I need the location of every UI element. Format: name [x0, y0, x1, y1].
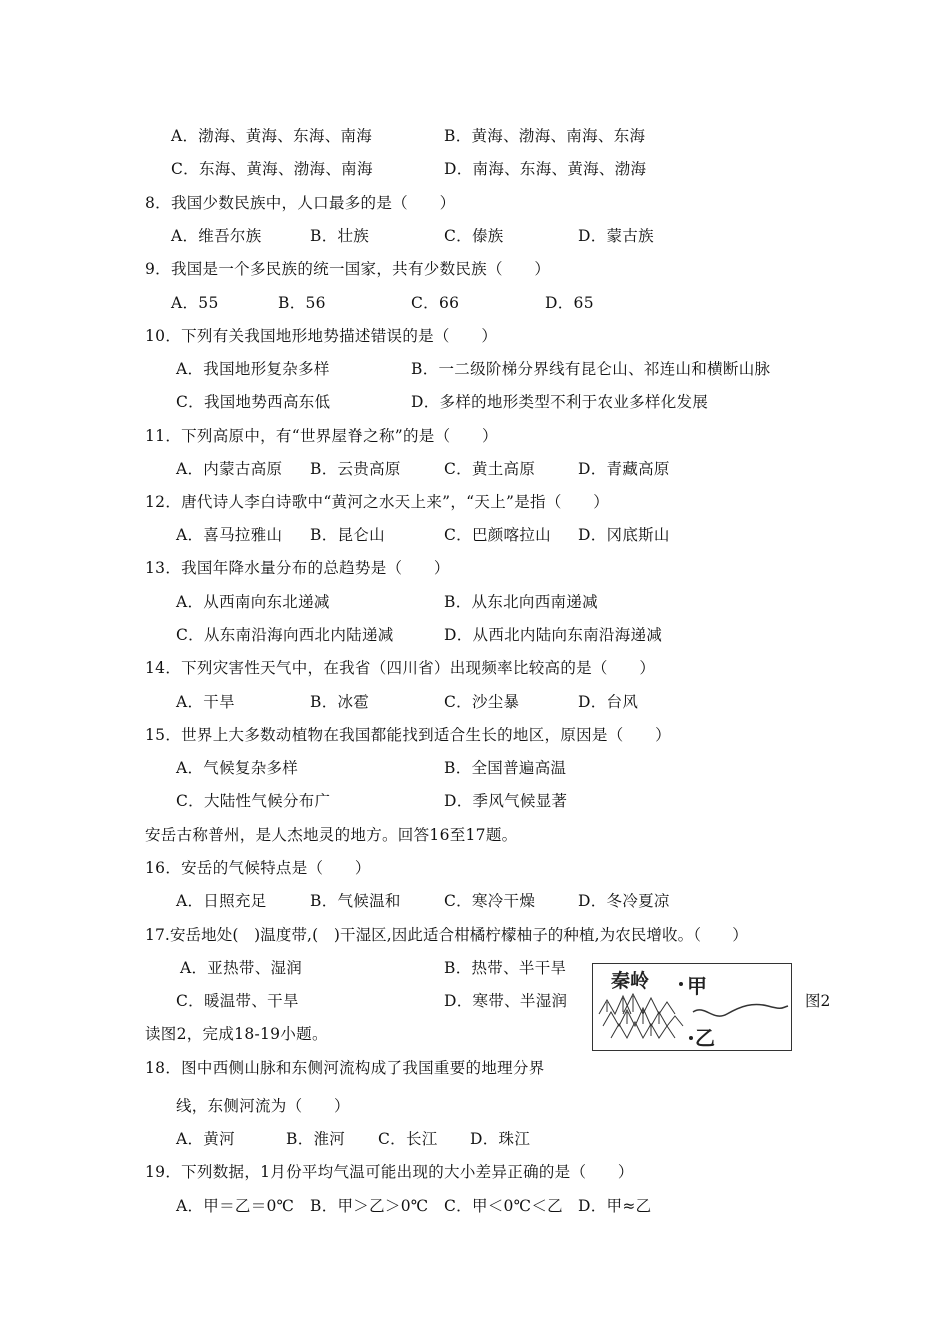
q10-option-d: D．多样的地形类型不利于农业多样化发展 [411, 393, 709, 411]
q7-option-d: D．南海、东海、黄海、渤海 [444, 160, 647, 178]
q19-stem: 19．下列数据，1月份平均气温可能出现的大小差异正确的是（ ） [145, 1163, 634, 1181]
q9-stem: 9．我国是一个多民族的统一国家，共有少数民族（ ） [145, 260, 551, 278]
q19-option-c: C．甲＜0℃＜乙 [444, 1197, 563, 1215]
q13-option-b: B．从东北向西南递减 [444, 593, 598, 611]
mountain-label: 秦岭 [611, 970, 650, 992]
figure-2-caption: 图2 [805, 992, 831, 1010]
q12-option-d: D．冈底斯山 [578, 526, 670, 544]
q11-option-c: C．黄土高原 [444, 460, 536, 478]
q12-option-b: B．昆仑山 [310, 526, 385, 544]
q19-option-a: A．甲＝乙＝0℃ [176, 1197, 295, 1215]
point-a-dot [679, 982, 683, 986]
q18-option-a: A．黄河 [176, 1130, 235, 1148]
q15-option-d: D．季风气候显著 [444, 792, 568, 810]
q13-stem: 13．我国年降水量分布的总趋势是（ ） [145, 559, 450, 577]
figure-2-map [592, 963, 792, 1051]
intro-18-19: 读图2，完成18-19小题。 [145, 1025, 328, 1043]
point-b-dot [689, 1036, 693, 1040]
q7-option-c: C．东海、黄海、渤海、南海 [171, 160, 373, 178]
intro-16-17: 安岳古称普州，是人杰地灵的地方。回答16至17题。 [145, 826, 518, 844]
q10-option-c: C．我国地势西高东低 [176, 393, 331, 411]
q15-stem: 15．世界上大多数动植物在我国都能找到适合生长的地区，原因是（ ） [145, 726, 671, 744]
q8-stem: 8．我国少数民族中，人口最多的是（ ） [145, 194, 456, 212]
q19-option-d: D．甲≈乙 [578, 1197, 652, 1215]
q11-option-a: A．内蒙古高原 [176, 460, 283, 478]
q15-option-b: B．全国普遍高温 [444, 759, 567, 777]
q10-stem: 10．下列有关我国地形地势描述错误的是（ ） [145, 327, 498, 345]
q11-stem: 11．下列高原中，有“世界屋脊之称”的是（ ） [145, 427, 498, 445]
q8-option-d: D．蒙古族 [578, 227, 654, 245]
q8-option-c: C．傣族 [444, 227, 504, 245]
q17-option-b: B．热带、半干旱 [444, 959, 567, 977]
q11-option-d: D．青藏高原 [578, 460, 670, 478]
q16-option-c: C．寒冷干燥 [444, 892, 536, 910]
q7-option-b: B．黄海、渤海、南海、东海 [444, 127, 646, 145]
q18-stem-line1: 18．图中西侧山脉和东侧河流构成了我国重要的地理分界 [145, 1059, 545, 1077]
q15-option-c: C．大陆性气候分布广 [176, 792, 331, 810]
q16-option-b: B．气候温和 [310, 892, 401, 910]
q9-option-a: A．55 [171, 294, 219, 312]
q13-option-a: A．从西南向东北递减 [176, 593, 330, 611]
q17-option-c: C．暖温带、干旱 [176, 992, 299, 1010]
q9-option-b: B．56 [278, 294, 326, 312]
point-a-label: 甲 [687, 974, 707, 998]
q18-stem-line2: 线，东侧河流为（ ） [176, 1097, 350, 1115]
q18-option-d: D．珠江 [470, 1130, 531, 1148]
q8-option-a: A．维吾尔族 [171, 227, 262, 245]
q11-option-b: B．云贵高原 [310, 460, 401, 478]
q18-option-c: C．长江 [378, 1130, 438, 1148]
q14-option-b: B．冰雹 [310, 693, 370, 711]
q17-stem: 17.安岳地处( )温度带,( )干湿区,因此适合柑橘柠檬柚子的种植,为农民增收。（ ） [145, 926, 748, 944]
q15-option-a: A．气候复杂多样 [176, 759, 299, 777]
q14-option-a: A．干旱 [176, 693, 235, 711]
q13-option-d: D．从西北内陆向东南沿海递减 [444, 626, 663, 644]
q12-stem: 12．唐代诗人李白诗歌中“黄河之水天上来”，“天上”是指（ ） [145, 493, 610, 511]
q9-option-d: D．65 [545, 294, 594, 312]
q14-stem: 14．下列灾害性天气中，在我省（四川省）出现频率比较高的是（ ） [145, 659, 656, 677]
q18-option-b: B．淮河 [286, 1130, 346, 1148]
q16-option-d: D．冬冷夏凉 [578, 892, 670, 910]
q16-option-a: A．日照充足 [176, 892, 267, 910]
mountains-icon [599, 994, 683, 1038]
q12-option-a: A．喜马拉雅山 [176, 526, 283, 544]
q17-option-a: A．亚热带、湿润 [180, 959, 303, 977]
point-b-label: 乙 [695, 1026, 715, 1050]
q19-option-b: B．甲＞乙＞0℃ [310, 1197, 429, 1215]
q16-stem: 16．安岳的气候特点是（ ） [145, 859, 371, 877]
q14-option-c: C．沙尘暴 [444, 693, 520, 711]
q13-option-c: C．从东南沿海向西北内陆递减 [176, 626, 394, 644]
q12-option-c: C．巴颜喀拉山 [444, 526, 551, 544]
q9-option-c: C．66 [411, 294, 460, 312]
q8-option-b: B．壮族 [310, 227, 370, 245]
q10-option-b: B．一二级阶梯分界线有昆仑山、祁连山和横断山脉 [411, 360, 771, 378]
q10-option-a: A．我国地形复杂多样 [176, 360, 330, 378]
river-icon [693, 1004, 788, 1016]
q17-option-d: D．寒带、半湿润 [444, 992, 568, 1010]
q14-option-d: D．台风 [578, 693, 639, 711]
q7-option-a: A．渤海、黄海、东海、南海 [171, 127, 373, 145]
